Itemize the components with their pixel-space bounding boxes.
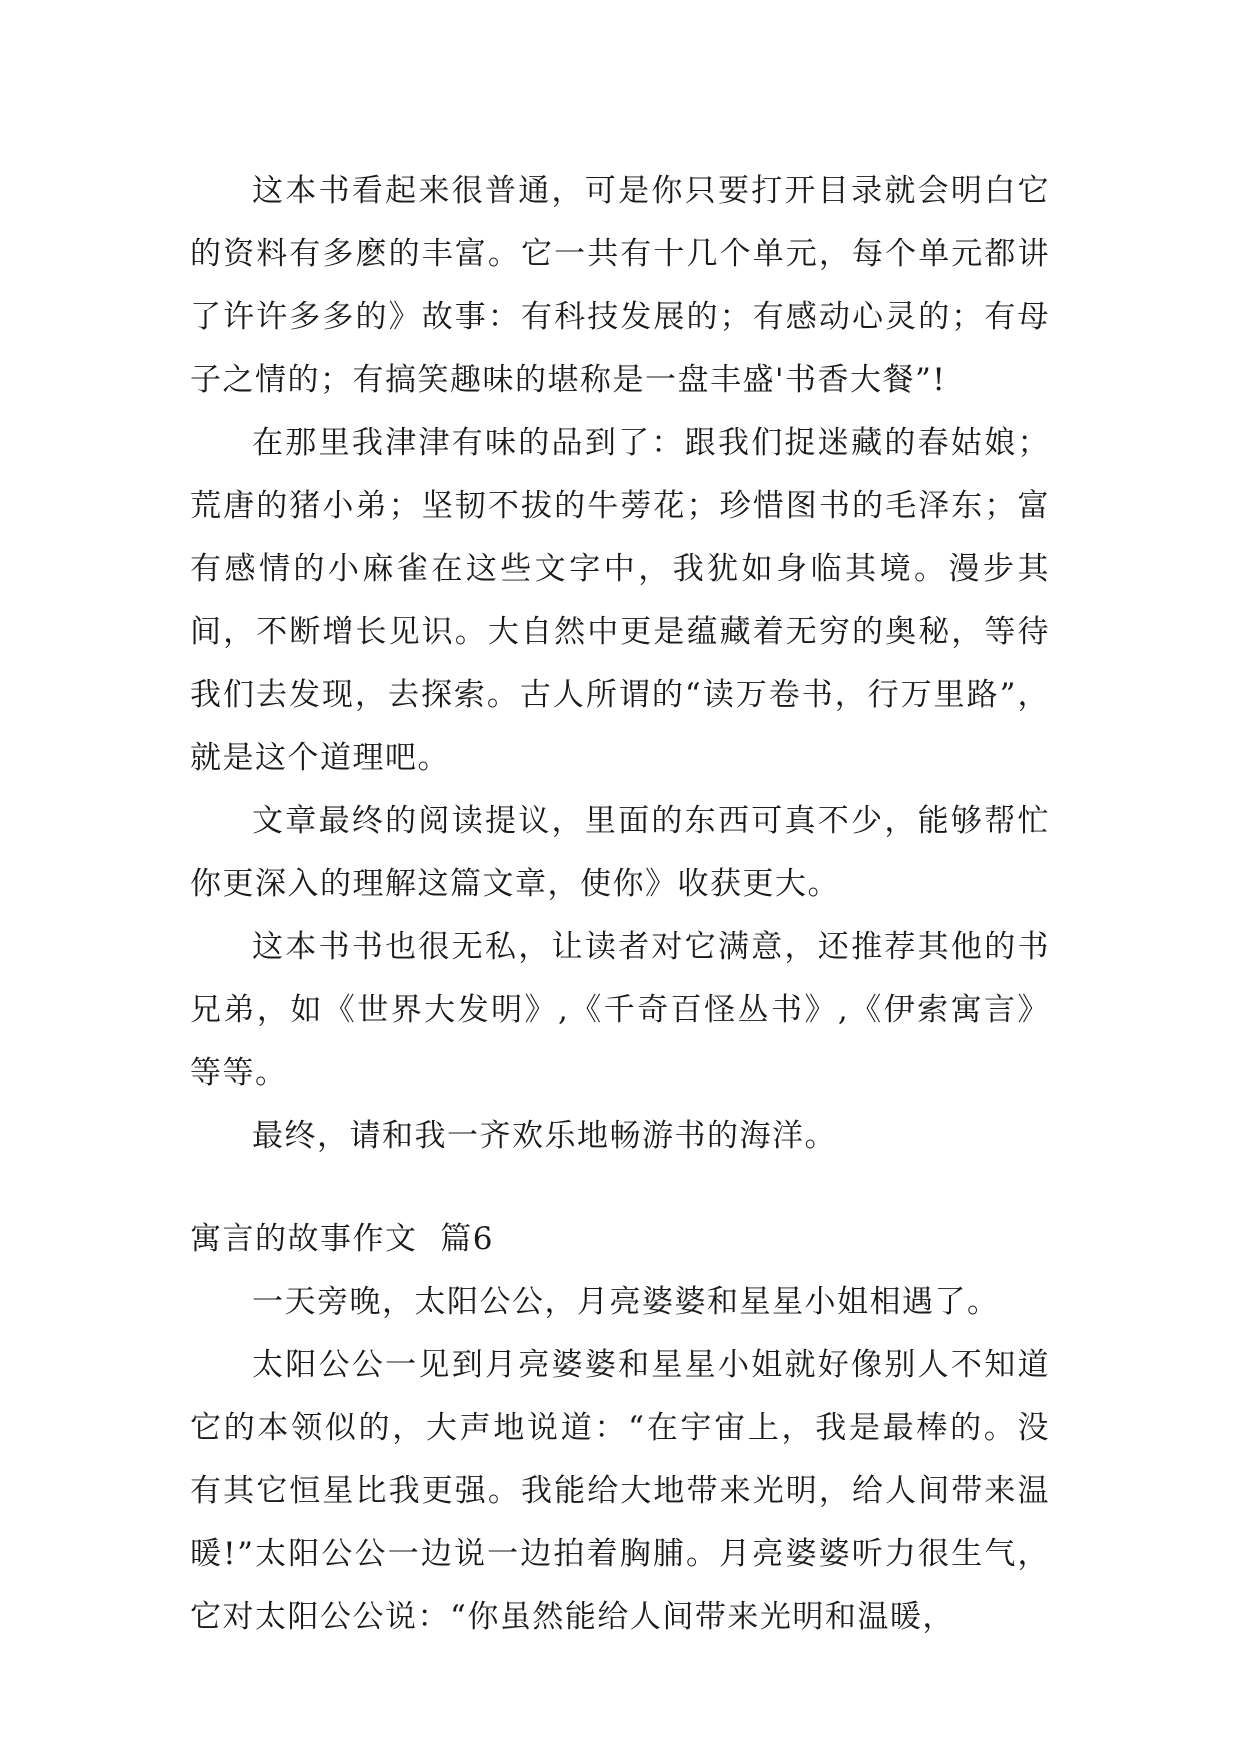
section-heading: 寓言的故事作文 篇6	[190, 1221, 494, 1257]
paragraph-closing: 最终，请和我一齐欢乐地畅游书的海洋。	[252, 1118, 837, 1154]
paragraph-story-opening: 一天旁晚，太阳公公，月亮婆婆和星星小姐相遇了。	[252, 1284, 1000, 1320]
paragraph-book-contents: 这本书看起来很普通，可是你只要打开目录就会明白它的资料有多麽的丰富。它一共有十几个单元，每个单元都讲了许许多多的》故事：有科技发展的；有感动心灵的；有母子之情的；有搞笑趣味的堪称是一盘丰盛'书香大餐”!	[190, 173, 1050, 398]
paragraph-reading-experience: 在那里我津津有味的品到了：跟我们捉迷藏的春姑娘；荒唐的猪小弟；坚韧不拔的牛蒡花；珍惜图书的毛泽东；富有感情的小麻雀在这些文字中，我犹如身临其境。漫步其间，不断增长见识。大自然中更是蕴藏着无穷的奥秘，等待我们去发现，去探索。古人所谓的“读万卷书，行万里路”，就是这个道理吧。	[190, 425, 1050, 776]
paragraph-recommended-books: 这本书书也很无私，让读者对它满意，还推荐其他的书兄弟，如《世界大发明》,《千奇百怪丛书》,《伊索寓言》等等。	[190, 929, 1050, 1091]
paragraph-reading-suggestions: 文章最终的阅读提议，里面的东西可真不少，能够帮忙你更深入的理解这篇文章，使你》收获更大。	[190, 803, 1050, 902]
paragraph-story-dialogue: 太阳公公一见到月亮婆婆和星星小姐就好像别人不知道它的本领似的，大声地说道：“在宇宙上，我是最棒的。没有其它恒星比我更强。我能给大地带来光明，给人间带来温暖!”太阳公公一边说一边拍着胸脯。月亮婆婆听力很生气，它对太阳公公说：“你虽然能给人间带来光明和温暖，	[190, 1347, 1050, 1635]
document-body	[190, 160, 1050, 1649]
